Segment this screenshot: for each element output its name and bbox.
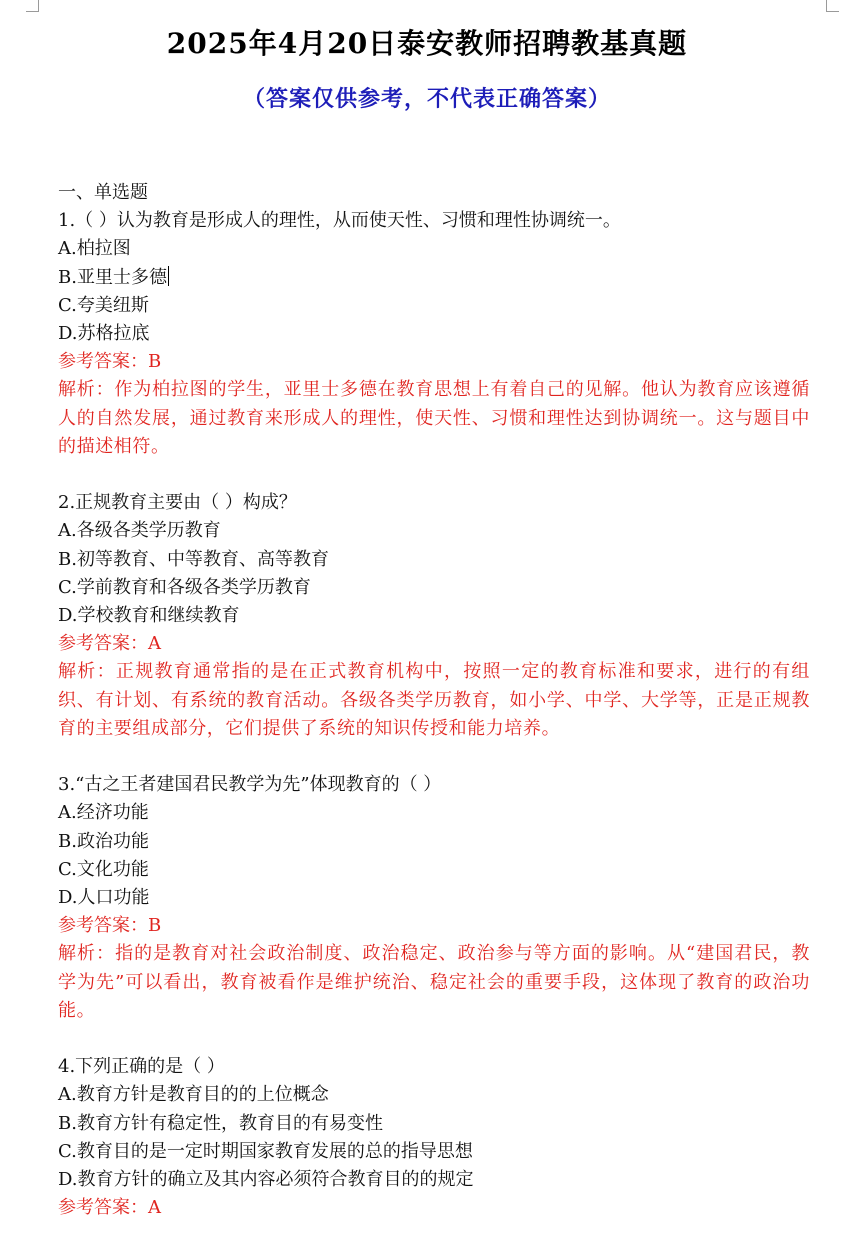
option-a: A.柏拉图 xyxy=(58,238,131,260)
spacer xyxy=(58,1025,810,1053)
spacer xyxy=(58,743,810,771)
document-body[interactable] xyxy=(58,179,810,1222)
option-a: A.经济功能 xyxy=(58,802,149,824)
option-c: C.夸美纽斯 xyxy=(58,294,149,316)
option-a: A.教育方针是教育目的的上位概念 xyxy=(58,1084,329,1106)
option-a: A.各级各类学历教育 xyxy=(58,520,221,542)
option-d: D.学校教育和继续教育 xyxy=(58,605,240,627)
question-stem: 1.（ ）认为教育是形成人的理性，从而使天性、习惯和理性协调统一。 xyxy=(58,210,621,232)
option-d: D.人口功能 xyxy=(58,887,150,909)
answer-line: 参考答案：B xyxy=(58,915,162,937)
option-d: D.苏格拉底 xyxy=(58,323,150,345)
question-stem: 3.“古之王者建国君民教学为先”体现教育的（ ） xyxy=(58,774,442,796)
option-b: B.政治功能 xyxy=(58,830,149,852)
question-4 xyxy=(58,1053,810,1222)
option-c: C.教育目的是一定时期国家教育发展的总的指导思想 xyxy=(58,1140,473,1162)
option-b: B.教育方针有稳定性，教育目的有易变性 xyxy=(58,1112,383,1134)
answer-line: 参考答案：A xyxy=(58,633,161,655)
document-subtitle: （答案仅供参考，不代表正确答案） xyxy=(242,86,611,112)
question-1 xyxy=(58,207,810,461)
spacer xyxy=(58,461,810,489)
option-c: C.学前教育和各级各类学历教育 xyxy=(58,576,311,598)
question-2 xyxy=(58,489,810,743)
answer-line: 参考答案：B xyxy=(58,351,162,373)
document-title: 2025年4月20日泰安教师招聘教基真题 xyxy=(166,27,688,60)
page-corner-mark-left xyxy=(26,0,39,12)
section-heading: 一、单选题 xyxy=(58,182,148,203)
question-stem: 4.下列正确的是（ ） xyxy=(58,1056,225,1078)
option-d: D.教育方针的确立及其内容必须符合教育目的的规定 xyxy=(58,1169,474,1191)
page-corner-mark-right xyxy=(826,0,839,12)
answer-line: 参考答案：A xyxy=(58,1197,161,1219)
option-b: B.初等教育、中等教育、高等教育 xyxy=(58,548,329,570)
option-c: C.文化功能 xyxy=(58,858,149,880)
explanation-text: 解析：正规教育通常指的是在正式教育机构中，按照一定的教育标准和要求，进行的有组织、有计划、有系统的教育活动。各级各类学历教育，如小学、中学、大学等，正是正规教育的主要组成部分，它们提供了系统的知识传授和能力培养。 xyxy=(58,661,810,739)
text-cursor xyxy=(168,266,169,286)
explanation-text: 解析：作为柏拉图的学生，亚里士多德在教育思想上有着自己的见解。他认为教育应该遵循人的自然发展，通过教育来形成人的理性，使天性、习惯和理性达到协调统一。这与题目中的描述相符。 xyxy=(58,379,810,457)
option-b-text: B.亚里士多德 xyxy=(58,266,167,288)
explanation-text: 解析：指的是教育对社会政治制度、政治稳定、政治参与等方面的影响。从“建国君民，教学为先”可以看出，教育被看作是维护统治、稳定社会的重要手段，这体现了教育的政治功能。 xyxy=(58,943,810,1021)
question-3 xyxy=(58,771,810,1025)
question-stem: 2.正规教育主要由（ ）构成？ xyxy=(58,492,297,514)
option-b xyxy=(58,264,810,292)
